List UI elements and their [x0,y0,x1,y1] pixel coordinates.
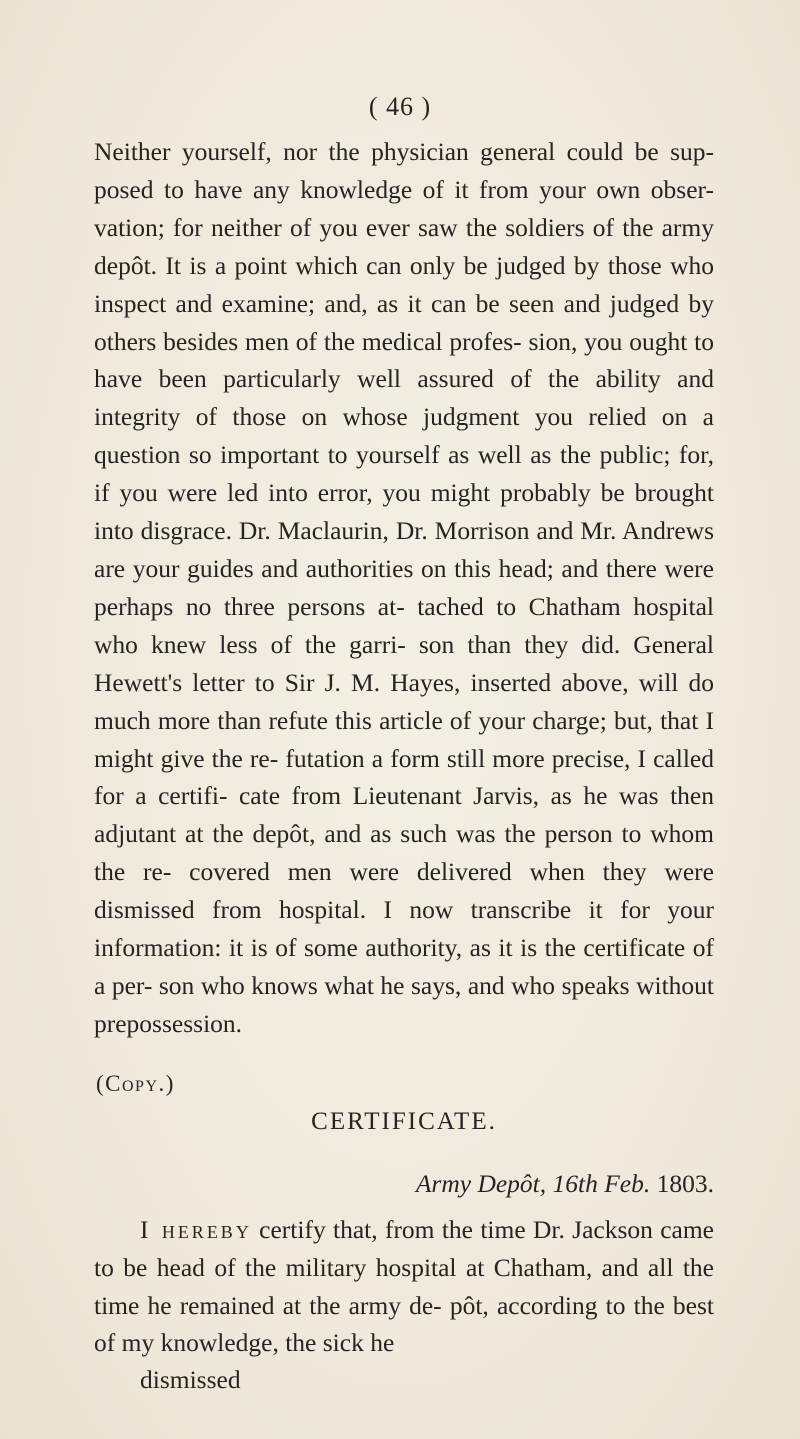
certificate-text: certify that, from the time Dr. Jackson came to be head of the military hospital at Chatham, and all the time he remained at the army de- pôt, according to the best of my knowledge, the sick he [94,1214,715,1358]
page-number-header: ( 46 ) [368,92,432,121]
main-paragraph: Neither yourself, nor the physician general could be sup- posed to have any knowledge of it from your own obser- vation; for neither of you ever saw the soldiers of the army depôt. It is a point which can only be judged by those who inspect and examine; and, as it can be seen and judged by others besides men of the medical profes- sion, you ought to have been particularly well assured of the ability and integrity of those on whose judgment you relied on a question so important to yourself as well as the public; for, if you were led into error, you might probably be brought into disgrace. Dr. Maclaurin, Dr. Morrison and Mr. Andrews are your guides and authorities on this head; and there were perhaps no three persons at- tached to Chatham hospital who knew less of the garri- son than they did. General Hewett's letter to Sir J. M. Hayes, inserted above, will do much more than refute this article of your charge; but, that I might give the re- futation a form still more precise, I called for a certifi- cate from Lieutenant Jarvis, as he was then adjutant at the depôt, and as such was the person to whom the re- covered men were delivered when they were dismissed from hospital. I now transcribe it for your information: it is of some authority, as it is the certificate of a per- son who knows what he says, and who speaks without prepossession. [94,137,714,1038]
certificate-lead-word: I hereby [140,1214,252,1244]
certificate-title: CERTIFICATE. [311,1107,497,1135]
certificate-year: 1803. [656,1168,714,1198]
catchword: dismissed [140,1365,241,1395]
certificate-date [94,1167,714,1201]
copy-label [96,1069,714,1099]
certificate-paragraph [94,1211,714,1363]
certificate-body [94,1211,714,1399]
certificate-place-date: Army Depôt, 16th Feb. [415,1168,651,1198]
copy-label-text: (Copy.) [96,1070,175,1096]
page-body [94,133,714,1398]
